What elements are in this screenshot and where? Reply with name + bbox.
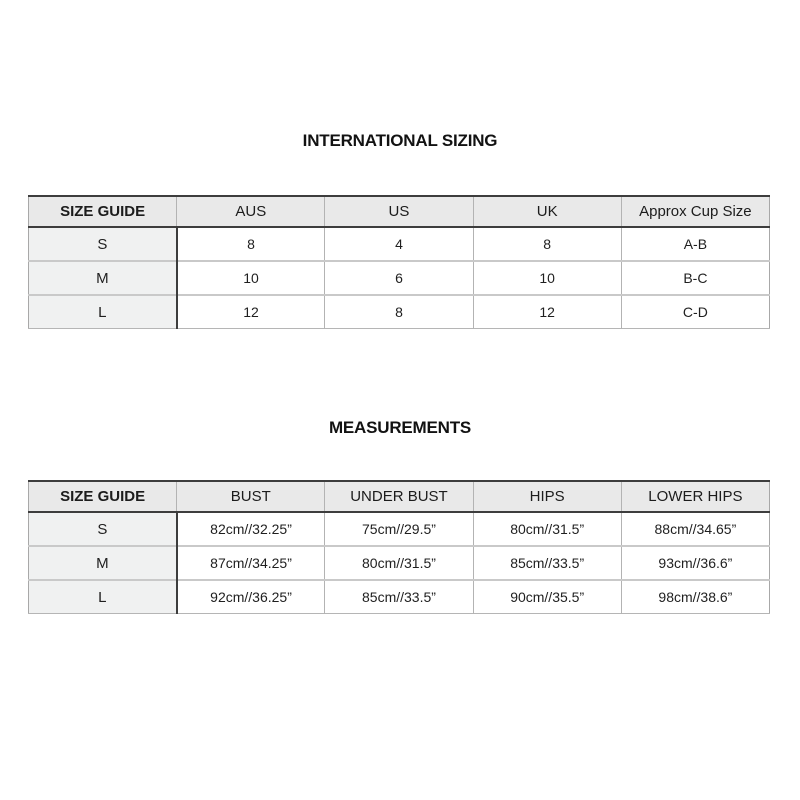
- cell: 12: [473, 295, 621, 329]
- cell: 88cm//34.65”: [621, 512, 769, 546]
- cell: 92cm//36.25”: [177, 580, 325, 614]
- measurements-title: MEASUREMENTS: [328, 418, 472, 437]
- cell: 93cm//36.6”: [621, 546, 769, 580]
- cell: 10: [177, 261, 325, 295]
- international-sizing-table: [28, 195, 770, 329]
- row-label: M: [29, 546, 177, 580]
- cell: 10: [473, 261, 621, 295]
- cell: 82cm//32.25”: [177, 512, 325, 546]
- table-row-s: [29, 512, 770, 546]
- table-row-m: [29, 546, 770, 580]
- table-row-m: [29, 261, 770, 295]
- measurements-table: [28, 480, 770, 614]
- header-row: [29, 481, 770, 512]
- column-header-bust: BUST: [177, 481, 325, 512]
- cell: A-B: [621, 227, 769, 261]
- cell: 98cm//38.6”: [621, 580, 769, 614]
- column-header-us: US: [325, 196, 473, 227]
- cell: 80cm//31.5”: [473, 512, 621, 546]
- row-label: S: [29, 512, 177, 546]
- header-row: [29, 196, 770, 227]
- table-row-s: [29, 227, 770, 261]
- cell: 4: [325, 227, 473, 261]
- column-header-cup-size: Approx Cup Size: [621, 196, 769, 227]
- row-label: M: [29, 261, 177, 295]
- cell: C-D: [621, 295, 769, 329]
- cell: B-C: [621, 261, 769, 295]
- column-header-size-guide: SIZE GUIDE: [29, 196, 177, 227]
- column-header-aus: AUS: [177, 196, 325, 227]
- row-label: S: [29, 227, 177, 261]
- cell: 12: [177, 295, 325, 329]
- cell: 8: [473, 227, 621, 261]
- cell: 87cm//34.25”: [177, 546, 325, 580]
- row-label: L: [29, 580, 177, 614]
- cell: 90cm//35.5”: [473, 580, 621, 614]
- cell: 80cm//31.5”: [325, 546, 473, 580]
- column-header-uk: UK: [473, 196, 621, 227]
- cell: 6: [325, 261, 473, 295]
- column-header-under-bust: UNDER BUST: [325, 481, 473, 512]
- cell: 75cm//29.5”: [325, 512, 473, 546]
- cell: 8: [177, 227, 325, 261]
- column-header-lower-hips: LOWER HIPS: [621, 481, 769, 512]
- cell: 85cm//33.5”: [325, 580, 473, 614]
- column-header-size-guide: SIZE GUIDE: [29, 481, 177, 512]
- international-sizing-title: INTERNATIONAL SIZING: [302, 131, 498, 150]
- table-row-l: [29, 580, 770, 614]
- row-label: L: [29, 295, 177, 329]
- table-row-l: [29, 295, 770, 329]
- cell: 85cm//33.5”: [473, 546, 621, 580]
- cell: 8: [325, 295, 473, 329]
- column-header-hips: HIPS: [473, 481, 621, 512]
